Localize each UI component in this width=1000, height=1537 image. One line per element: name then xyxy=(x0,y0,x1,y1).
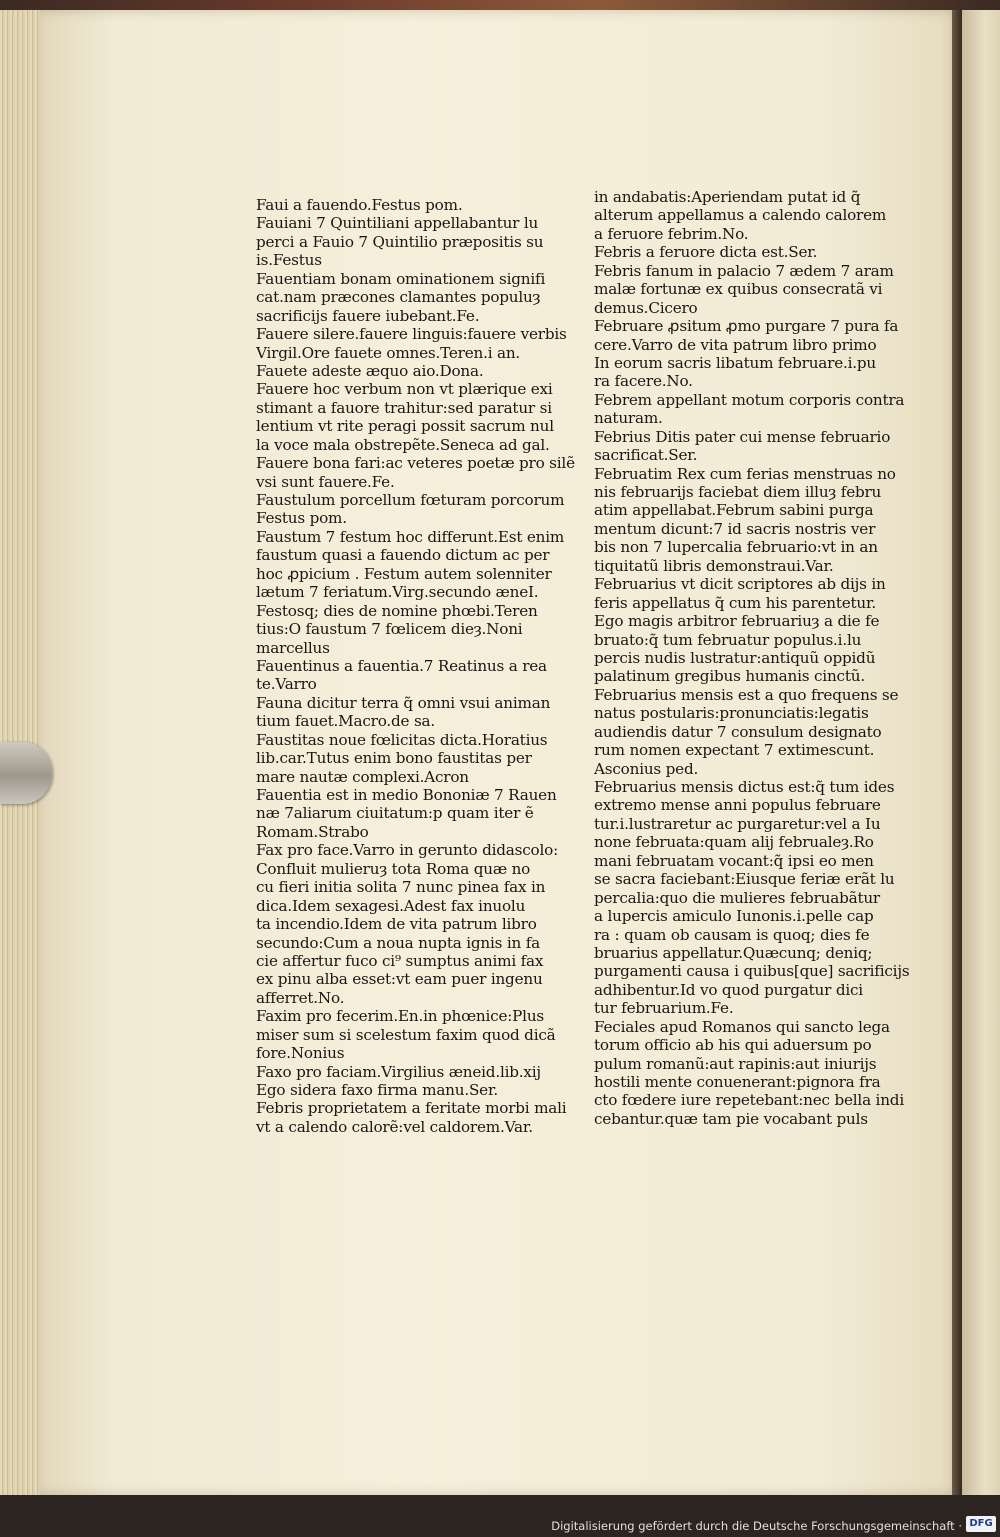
text-line: cat.nam præcones clamantes populuȝ xyxy=(256,288,541,307)
text-line: Confluit mulieruȝ tota Roma quæ no xyxy=(256,859,531,878)
text-line: none februata:quam alij februaleȝ.Ro xyxy=(594,833,874,852)
text-line: faustum quasi a fauendo dictum ac per xyxy=(256,546,550,565)
text-line: mare nautæ complexi.Acron xyxy=(256,767,469,786)
text-line: marcellus xyxy=(256,638,330,657)
text-line: tium fauet.Macro.de sa. xyxy=(256,712,436,731)
text-line: a feruore febrim.No. xyxy=(594,224,749,243)
text-line: nis februarijs faciebat diem illuȝ febru xyxy=(594,483,882,501)
text-line: cu fieri initia solita 7 nunc pinea fax in xyxy=(256,878,546,897)
text-line: Fauiani 7 Quintiliani appellabantur lu xyxy=(256,214,539,233)
text-line: alterum appellamus a calendo calorem xyxy=(594,206,887,225)
text-line: vt a calendo calorẽ:vel caldorem.Var. xyxy=(256,1117,533,1136)
text-line: percalia:quo die mulieres februabãtur xyxy=(594,888,880,907)
text-line: Februarius vt dicit scriptores ab dijs in xyxy=(594,575,886,594)
text-line: Faustum 7 festum hoc differunt.Est enim xyxy=(256,527,565,546)
text-line: tiquitatũ libris demonstraui.Var. xyxy=(594,556,834,575)
text-line: næ 7aliarum ciuitatum:p quam iter ẽ xyxy=(256,804,534,823)
text-line: Asconius ped. xyxy=(594,759,699,778)
text-line: tur.i.lustraretur ac purgaretur:vel a Iu xyxy=(594,814,881,833)
text-line: Fauete adeste æquo aio.Dona. xyxy=(256,361,484,380)
dfg-logo-icon: DFG xyxy=(966,1516,996,1532)
text-line: audiendis datur 7 consulum designato xyxy=(594,722,882,741)
text-line: Festosq; dies de nomine phœbi.Teren xyxy=(256,601,538,620)
text-line: perci a Fauio 7 Quintilio præpositis su xyxy=(256,232,544,251)
text-line: Febris a feruore dicta est.Ser. xyxy=(594,243,818,262)
text-line: In eorum sacris libatum februare.i.pu xyxy=(594,353,877,372)
text-line: cto fœdere iure repetebant:nec bella indi xyxy=(594,1091,904,1110)
text-line: bis non 7 lupercalia februario:vt in an xyxy=(594,538,878,557)
text-line: stimant a fauore trahitur:sed paratur si xyxy=(256,398,552,417)
text-line: Faxo pro faciam.Virgilius æneid.lib.xij xyxy=(256,1062,541,1081)
text-line: Faxim pro fecerim.En.in phœnice:Plus xyxy=(256,1007,544,1026)
text-line: natus postularis:pronunciatis:legatis xyxy=(594,704,869,723)
text-line: Feciales apud Romanos qui sancto lega xyxy=(594,1017,890,1036)
text-line: pulum romanũ:aut rapinis:aut iniurijs xyxy=(594,1054,877,1073)
text-line: Fauentia est in medio Bononiæ 7 Rauen xyxy=(256,786,557,804)
text-line: bruarius appellatur.Quæcunq; deniq; xyxy=(594,943,873,962)
text-line: Fauentiam bonam ominationem signifi xyxy=(256,269,546,288)
text-line: afferret.No. xyxy=(256,988,345,1007)
text-line: malæ fortunæ ex quibus consecratã vi xyxy=(594,280,883,299)
text-column-right xyxy=(594,188,914,1128)
text-line: hostili mente conuenerant:pignora fra xyxy=(594,1073,881,1091)
text-line: rum nomen expectant 7 extimescunt. xyxy=(594,741,875,760)
text-line: lib.car.Tutus enim bono faustitas per xyxy=(256,749,532,768)
text-line: ex pinu alba esset:vt eam puer ingenu xyxy=(256,970,543,989)
text-line: Febrem appellant motum corporis contra xyxy=(594,390,905,409)
text-line: demus.Cicero xyxy=(594,298,698,317)
text-line: Fauentinus a fauentia.7 Reatinus a rea xyxy=(256,656,547,675)
text-line: Romam.Strabo xyxy=(256,822,369,841)
text-line: ra facere.No. xyxy=(594,372,693,391)
text-line: Faui a fauendo.Festus pom. xyxy=(256,196,463,214)
text-line: sacrificijs fauere iubebant.Fe. xyxy=(256,306,480,325)
text-line: dica.Idem sexagesi.Adest fax inuolu xyxy=(256,896,526,915)
text-line: cere.Varro de vita patrum libro primo xyxy=(594,335,877,354)
text-line: Fauere bona fari:ac veteres poetæ pro silẽ xyxy=(256,454,575,473)
text-line: Febrius Ditis pater cui mense februario xyxy=(594,427,891,446)
text-line: naturam. xyxy=(594,409,663,428)
text-line: Ego sidera faxo firma manu.Ser. xyxy=(256,1081,498,1099)
text-line: lentium vt rite peragi possit sacrum nul xyxy=(256,417,554,436)
text-line: mani februatam vocant:q̃ ipsi eo men xyxy=(594,851,874,870)
text-line: mentum dicunt:7 id sacris nostris ver xyxy=(594,519,876,538)
text-line: Februatim Rex cum ferias menstruas no xyxy=(594,464,896,483)
text-line: Fauere hoc verbum non vt plærique exi xyxy=(256,380,553,399)
text-line: adhibentur.Id vo quod purgatur dici xyxy=(594,980,863,999)
text-column-left xyxy=(256,196,576,1136)
text-line: Fax pro face.Varro in gerunto didascolo: xyxy=(256,841,559,860)
text-line: Fauere silere.fauere linguis:fauere verbis xyxy=(256,325,567,344)
text-line: miser sum si scelestum faxim quod dicã xyxy=(256,1025,556,1044)
text-line: cebantur.quæ tam pie vocabant puls xyxy=(594,1109,868,1128)
text-line: sacrificat.Ser. xyxy=(594,446,698,465)
text-line: Fauna dicitur terra q̃ omni vsui animan xyxy=(256,693,551,712)
text-line: in andabatis:Aperiendam putat id q̃ xyxy=(594,188,861,206)
text-line: ra : quam ob causam is quoq; dies fe xyxy=(594,925,870,944)
text-line: bruato:q̃ tum februatur populus.i.lu xyxy=(594,630,862,649)
text-line: Februare ꝓsitum ꝓmo purgare 7 pura fa xyxy=(594,317,899,336)
text-line: tur februarium.Fe. xyxy=(594,999,734,1018)
text-line: percis nudis lustratur:antiquũ oppidũ xyxy=(594,648,876,667)
text-line: vsi sunt fauere.Fe. xyxy=(256,472,395,491)
facing-page-edge xyxy=(962,10,1000,1495)
text-line: extremo mense anni populus februare xyxy=(594,796,881,815)
text-line: torum officio ab his qui aduersum po xyxy=(594,1036,872,1055)
text-line: a lupercis amiculo Iunonis.i.pelle cap xyxy=(594,907,874,926)
text-line: secundo:Cum a noua nupta ignis in fa xyxy=(256,933,540,952)
footer-credit: Digitalisierung gefördert durch die Deutsche Forschungsgemeinschaft · xyxy=(551,1519,962,1533)
text-line: lætum 7 feriatum.Virg.secundo æneI. xyxy=(256,583,539,602)
text-line: Februarius mensis est a quo frequens se xyxy=(594,685,899,704)
text-line: te.Varro xyxy=(256,675,317,694)
text-line: ta incendio.Idem de vita patrum libro xyxy=(256,915,537,934)
text-line: hoc ꝓpicium . Festum autem solenniter xyxy=(256,564,552,583)
text-line: se sacra faciebant:Eiusque feriæ erãt lu xyxy=(594,870,895,889)
text-line: Februarius mensis dictus est:q̃ tum ides xyxy=(594,778,895,796)
text-line: tius:O faustum 7 fœlicem dieȝ.Noni xyxy=(256,620,523,639)
text-line: is.Festus xyxy=(256,251,322,270)
text-line: atim appellabat.Februm sabini purga xyxy=(594,501,874,520)
text-line: la voce mala obstrepẽte.Seneca ad gal. xyxy=(256,435,550,454)
text-line: purgamenti causa i quibus[que] sacrificijs xyxy=(594,962,910,981)
text-line: Febris proprietatem a feritate morbi mali xyxy=(256,1099,567,1118)
text-line: cie affertur fuco ci⁹ sumptus animi fax xyxy=(256,951,544,970)
text-line: fore.Nonius xyxy=(256,1044,345,1063)
text-line: feris appellatus q̃ cum his parentetur. xyxy=(594,593,877,612)
text-line: Virgil.Ore fauete omnes.Teren.i an. xyxy=(256,343,521,362)
text-line: Febris fanum in palacio 7 ædem 7 aram xyxy=(594,261,894,280)
text-line: Faustitas noue fœlicitas dicta.Horatius xyxy=(256,730,548,749)
text-line: palatinum gregibus humanis cinctũ. xyxy=(594,667,865,686)
text-line: Faustulum porcellum fœturam porcorum xyxy=(256,491,565,509)
text-line: Festus pom. xyxy=(256,509,347,528)
text-line: Ego magis arbitror februariuȝ a die fe xyxy=(594,612,880,631)
